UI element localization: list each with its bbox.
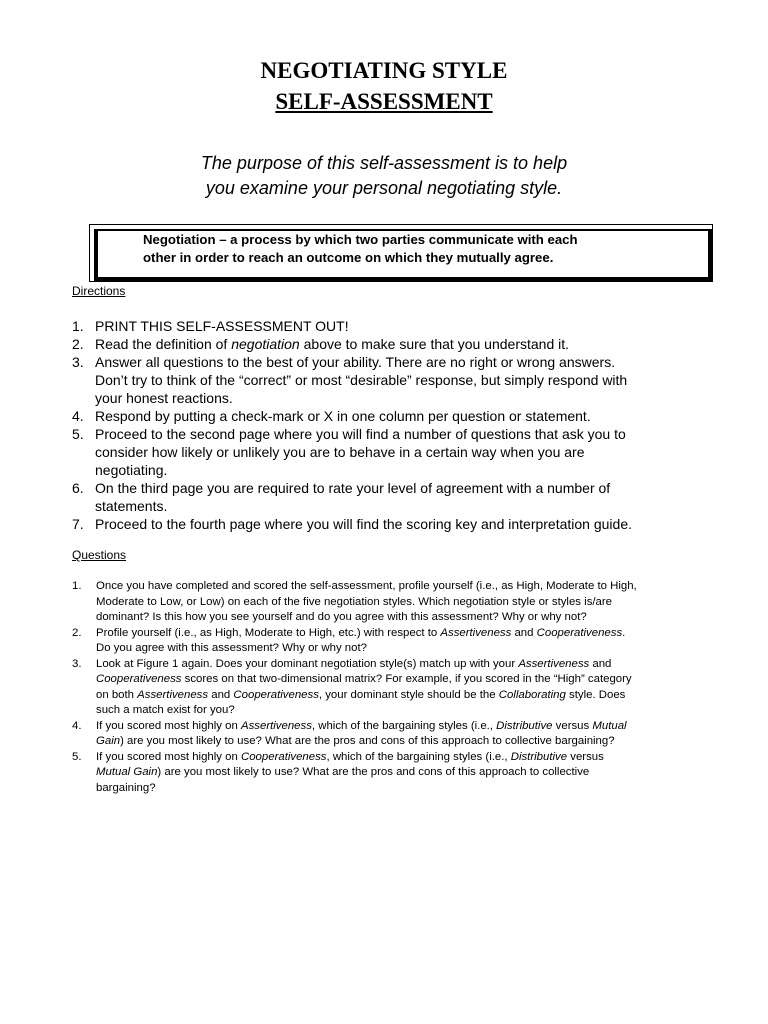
question-item <box>72 626 712 657</box>
item-text: style. Does <box>565 688 626 701</box>
item-text: versus <box>567 750 604 763</box>
emphasized-text: Distributive <box>496 719 553 732</box>
question-item-number: 2. <box>72 626 82 639</box>
item-text: , which of the bargaining styles (i.e., <box>311 719 497 732</box>
item-text: Respond by putting a check-mark or X in one column per question or statement. <box>95 408 591 424</box>
direction-item-number: 3. <box>72 354 84 370</box>
item-text: bargaining? <box>96 781 156 794</box>
direction-item <box>72 479 712 515</box>
item-text: Proceed to the second page where you will find a number of questions that ask you to <box>95 426 626 442</box>
emphasized-text: Cooperativeness <box>536 626 623 639</box>
purpose-statement <box>0 151 768 201</box>
emphasized-text: Assertiveness <box>440 626 512 639</box>
direction-item-number: 1. <box>72 318 84 334</box>
emphasized-text: Assertiveness <box>518 657 590 670</box>
item-text: If you scored most highly on <box>96 750 241 763</box>
item-text: PRINT THIS SELF-ASSESSMENT OUT! <box>95 318 349 334</box>
question-item-number: 4. <box>72 719 82 732</box>
definition-line-2: other in order to reach an outcome on which they mutually agree. <box>143 250 554 265</box>
direction-item-number: 6. <box>72 480 84 496</box>
direction-item <box>72 425 712 479</box>
item-text: Profile yourself (i.e., as High, Moderate to High, etc.) with respect to <box>96 626 441 639</box>
emphasized-text: Cooperativeness <box>241 750 327 763</box>
direction-item-number: 4. <box>72 408 84 424</box>
question-item-number: 3. <box>72 657 82 670</box>
item-text: such a match exist for you? <box>96 704 235 716</box>
item-text: consider how likely or unlikely you are to behave in a certain way when you are <box>95 444 585 460</box>
item-text: ) are you most likely to use? What are the pros and cons of this approach to collective <box>157 766 590 778</box>
questions-heading: Questions <box>72 548 127 562</box>
item-text: scores on that two-dimensional matrix? For example, if you scored in the “High” category <box>181 673 632 685</box>
item-text: negotiating. <box>95 462 168 478</box>
direction-item <box>72 317 712 335</box>
emphasized-text: Collaborating <box>498 688 566 701</box>
item-text: versus <box>552 719 593 732</box>
document-subtitle: SELF-ASSESSMENT <box>275 89 493 114</box>
item-text: statements. <box>95 498 168 514</box>
item-text: on both <box>96 688 138 701</box>
emphasized-text: Gain <box>96 735 121 747</box>
item-text: Moderate to Low, or Low) on each of the five negotiation styles. Which negotiation style or styles is/are <box>96 595 613 608</box>
item-text: Do you agree with this assessment? Why or why not? <box>96 642 367 654</box>
directions-heading: Directions <box>72 284 126 298</box>
item-text: . <box>622 626 626 639</box>
purpose-line-1: The purpose of this self-assessment is to help <box>200 153 568 173</box>
item-text: , which of the bargaining styles (i.e., <box>326 750 511 763</box>
question-item <box>72 657 712 719</box>
question-item <box>72 750 712 797</box>
question-item-number: 1. <box>72 580 82 592</box>
item-text: and <box>511 626 537 639</box>
emphasized-text: Assertiveness <box>241 719 312 732</box>
item-text: above to make sure that you understand it. <box>299 336 570 352</box>
item-text: Don’t try to think of the “correct” or most “desirable” response, but simply respond with <box>95 372 628 388</box>
item-text: Proceed to the fourth page where you will find the scoring key and interpretation guide. <box>95 516 632 532</box>
document-title: NEGOTIATING STYLE <box>260 58 508 83</box>
direction-item-number: 2. <box>72 336 84 352</box>
emphasized-text: Assertiveness <box>137 688 209 701</box>
direction-item <box>72 353 712 407</box>
direction-item-number: 7. <box>72 516 84 532</box>
item-text: Answer all questions to the best of your ability. There are no right or wrong answers. <box>95 354 616 370</box>
item-text: Once you have completed and scored the self-assessment, profile yourself (i.e., as High, Moderate to High, <box>96 580 637 592</box>
definition-box <box>89 224 713 282</box>
emphasized-text: negotiation <box>231 336 300 352</box>
emphasized-text: Distributive <box>510 750 568 763</box>
emphasized-text: Cooperativeness <box>96 673 182 685</box>
item-text: If you scored most highly on <box>96 719 241 732</box>
item-text: and <box>589 657 612 670</box>
definition-line-1: Negotiation – a process by which two parties communicate with each <box>143 232 578 247</box>
emphasized-text: Cooperativeness <box>233 688 319 701</box>
question-item <box>72 579 712 626</box>
question-item <box>72 719 712 750</box>
emphasized-text: Mutual <box>592 719 627 732</box>
emphasized-text: Mutual Gain <box>96 766 158 778</box>
item-text: dominant? Is this how you see yourself and do you agree with this assessment? Why or why not? <box>96 611 587 623</box>
item-text: ) are you most likely to use? What are the pros and cons of this approach to collective bargaining? <box>120 735 615 747</box>
directions-list <box>72 317 712 533</box>
item-text: and <box>208 688 234 701</box>
questions-list <box>72 579 712 796</box>
item-text: your honest reactions. <box>95 390 233 406</box>
direction-item-number: 5. <box>72 426 84 442</box>
direction-item <box>72 335 712 353</box>
purpose-line-2: you examine your personal negotiating style. <box>205 178 563 198</box>
item-text: Read the definition of <box>95 336 232 352</box>
item-text: On the third page you are required to rate your level of agreement with a number of <box>95 480 611 496</box>
item-text: , your dominant style should be the <box>318 688 499 701</box>
direction-item <box>72 515 712 533</box>
direction-item <box>72 407 712 425</box>
item-text: Look at Figure 1 again. Does your dominant negotiation style(s) match up with your <box>96 657 519 670</box>
question-item-number: 5. <box>72 750 82 763</box>
definition-text <box>143 231 643 267</box>
